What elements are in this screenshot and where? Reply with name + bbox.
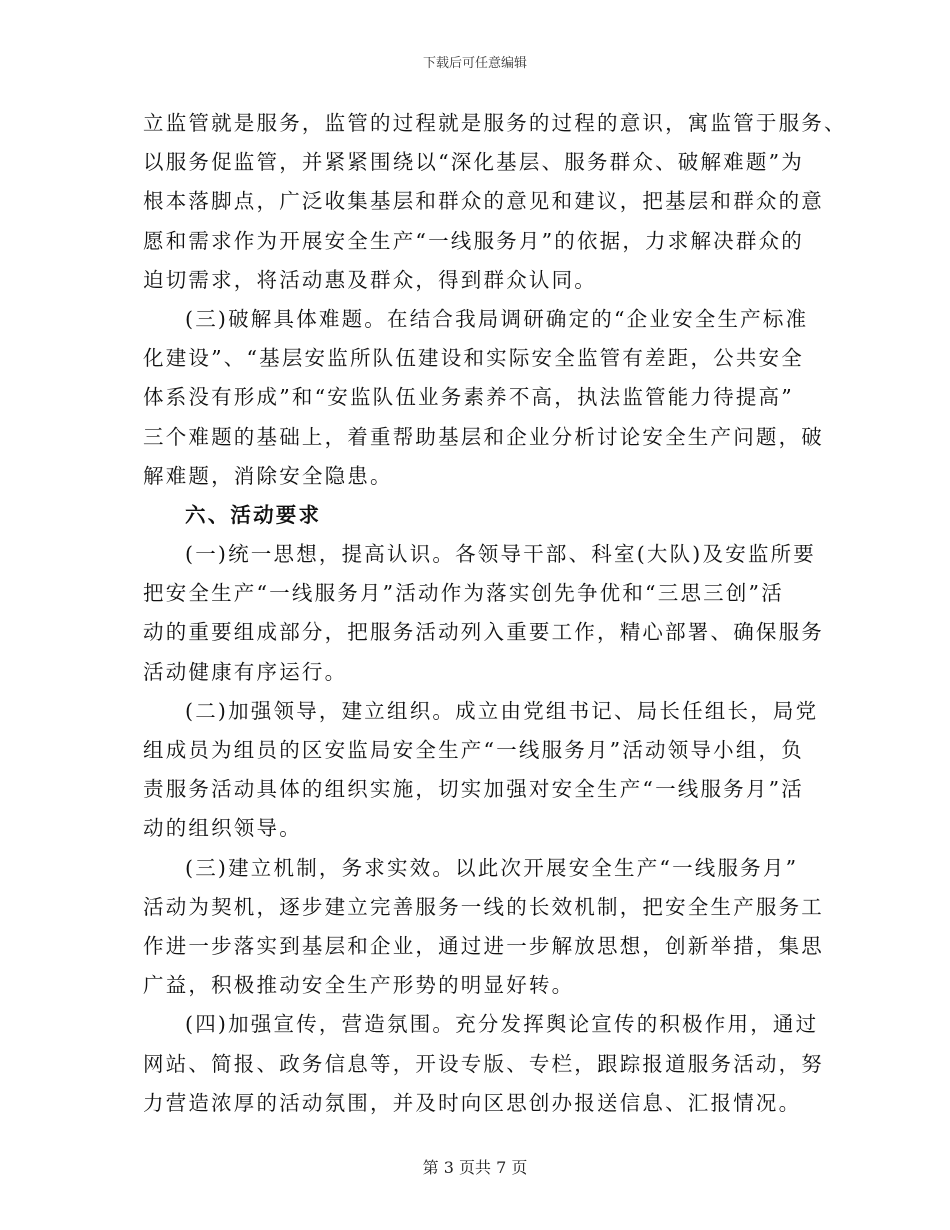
section-heading: 六、活动要求 <box>185 502 322 527</box>
text-line: 以服务促监管，并紧紧围绕以“深化基层、服务群众、破解难题”为 <box>143 150 804 175</box>
page-footer: 第 3 页共 7 页 <box>422 1158 528 1177</box>
text-line: 动的重要组成部分，把服务活动列入重要工作，精心部署、确保服务 <box>143 620 824 645</box>
paragraph-start-line: (一)统一思想，提高认识。各领导干部、科室(大队)及安监所要 <box>185 542 816 567</box>
paragraph-start-line: (二)加强领导，建立组织。成立由党组书记、局长任组长，局党 <box>185 698 819 723</box>
text-line: 广益，积极推动安全生产形势的明显好转。 <box>143 973 575 998</box>
text-line: 网站、简报、政务信息等，开设专版、专栏，跟踪报道服务活动，努 <box>143 1051 824 1076</box>
paragraph-start-line: (四)加强宣传，营造氛围。充分发挥舆论宣传的积极作用，通过 <box>185 1012 819 1037</box>
text-line: 动的组织领导。 <box>143 816 302 841</box>
text-line: 三个难题的基础上，着重帮助基层和企业分析讨论安全生产问题，破 <box>143 424 824 449</box>
text-line: 体系没有形成”和“安监队伍业务素养不高，执法监管能力待提高” <box>143 385 794 410</box>
text-line: 组成员为组员的区安监局安全生产“一线服务月”活动领导小组，负 <box>143 738 804 762</box>
paragraph-start-line: (三)建立机制，务求实效。以此次开展安全生产“一线服务月” <box>185 855 799 880</box>
text-line: 根本落脚点，广泛收集基层和群众的意见和建议，把基层和群众的意 <box>143 189 824 214</box>
text-line: 立监管就是服务，监管的过程就是服务的过程的意识，寓监管于服务、 <box>143 111 847 135</box>
text-line: 活动为契机，逐步建立完善服务一线的长效机制，把安全生产服务工 <box>143 894 824 919</box>
text-line: 活动健康有序运行。 <box>143 659 348 684</box>
text-line: 责服务活动具体的组织实施，切实加强对安全生产“一线服务月”活 <box>143 777 804 802</box>
text-line: 作进一步落实到基层和企业，通过进一步解放思想，创新举措，集思 <box>143 933 824 958</box>
text-line: 解难题，消除安全隐患。 <box>143 463 393 488</box>
text-line: 迫切需求，将活动惠及群众，得到群众认同。 <box>143 267 597 292</box>
text-line: 力营造浓厚的活动氛围，并及时向区思创办报送信息、汇报情况。 <box>143 1090 802 1115</box>
text-line: 把安全生产“一线服务月”活动作为落实创先争优和“三思三创”活 <box>143 581 784 606</box>
text-line: 化建设”、“基层安监所队伍建设和实际安全监管有差距，公共安全 <box>143 346 804 371</box>
document-body <box>143 104 847 1123</box>
paragraph-start-line: (三)破解具体难题。在结合我局调研确定的“企业安全生产标准 <box>185 306 809 331</box>
page-header: 下载后可任意编辑 <box>422 56 527 71</box>
text-line: 愿和需求作为开展安全生产“一线服务月”的依据，力求解决群众的 <box>143 228 804 253</box>
